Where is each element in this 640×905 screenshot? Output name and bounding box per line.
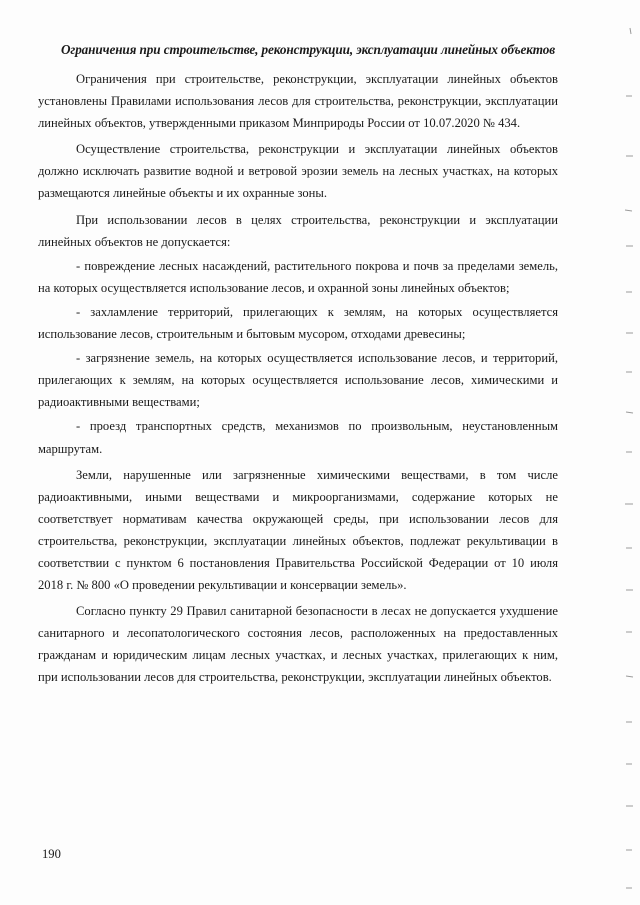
document-body [38,68,558,691]
paragraph-5: Согласно пункту 29 Правил санитарной безопасности в лесах не допускается ухудшение санитарного и лесопатологического состояния лесов, расположенных на предоставленных гражданам и юридическим лицам лесных участках, и лесных участках, прилегающих к ним, при использовании лесов для строительства, реконструкции, эксплуатации линейных объектов. [38,604,558,685]
paragraph-1: Ограничения при строительстве, реконструкции, эксплуатации линейных объектов установлены Правилами использования лесов для строительства, реконструкции, эксплуатации линейных объектов, утвержденными приказом Минприроды России от 10.07.2020 № 434. [38,72,558,131]
scan-edge-marks [616,0,640,905]
paragraph-2: Осуществление строительства, реконструкции и эксплуатации линейных объектов должно исключать развитие водной и ветровой эрозии земель на лесных участках, на которых размещаются линейные объекты и их охранные зоны. [38,142,558,201]
page-number: 190 [42,847,61,861]
list-item-1: - повреждение лесных насаждений, растительного покрова и почв за пределами земель, на которых осуществляется использование лесов, и охранной зоны линейных объектов; [38,258,558,295]
list-item-2: - захламление территорий, прилегающих к землям, на которых осуществляется использование лесов, строительным и бытовым мусором, отходами древесины; [38,304,558,342]
paragraph-4: Земли, нарушенные или загрязненные химическими веществами, в том числе радиоактивными, иными веществами и микроорганизмами, содержание которых не соответствует нормативам качества окружающей среды, при использовании лесов для строительства, реконструкции, эксплуатации линейных объектов, подлежат рекультивации в соответствии с пунктом 6 постановления Правительства Российской Федерации от 10 июля 2018 г. № 800 «О проведении рекультивации и консервации земель». [38,467,558,593]
paragraph-3: При использовании лесов в целях строительства, реконструкции и эксплуатации линейных объектов не допускается: [38,212,558,249]
list-item-3: - загрязнение земель, на которых осуществляется использование лесов, и территорий, прилегающих к землям, на которых осуществляется использование лесов, химическими и радиоактивными веществами; [38,351,558,410]
list-item-4: - проезд транспортных средств, механизмов по произвольным, неустановленным маршрутам. [38,419,558,456]
section-heading: Ограничения при строительстве, реконструкции, эксплуатации линейных объектов [61,42,555,57]
